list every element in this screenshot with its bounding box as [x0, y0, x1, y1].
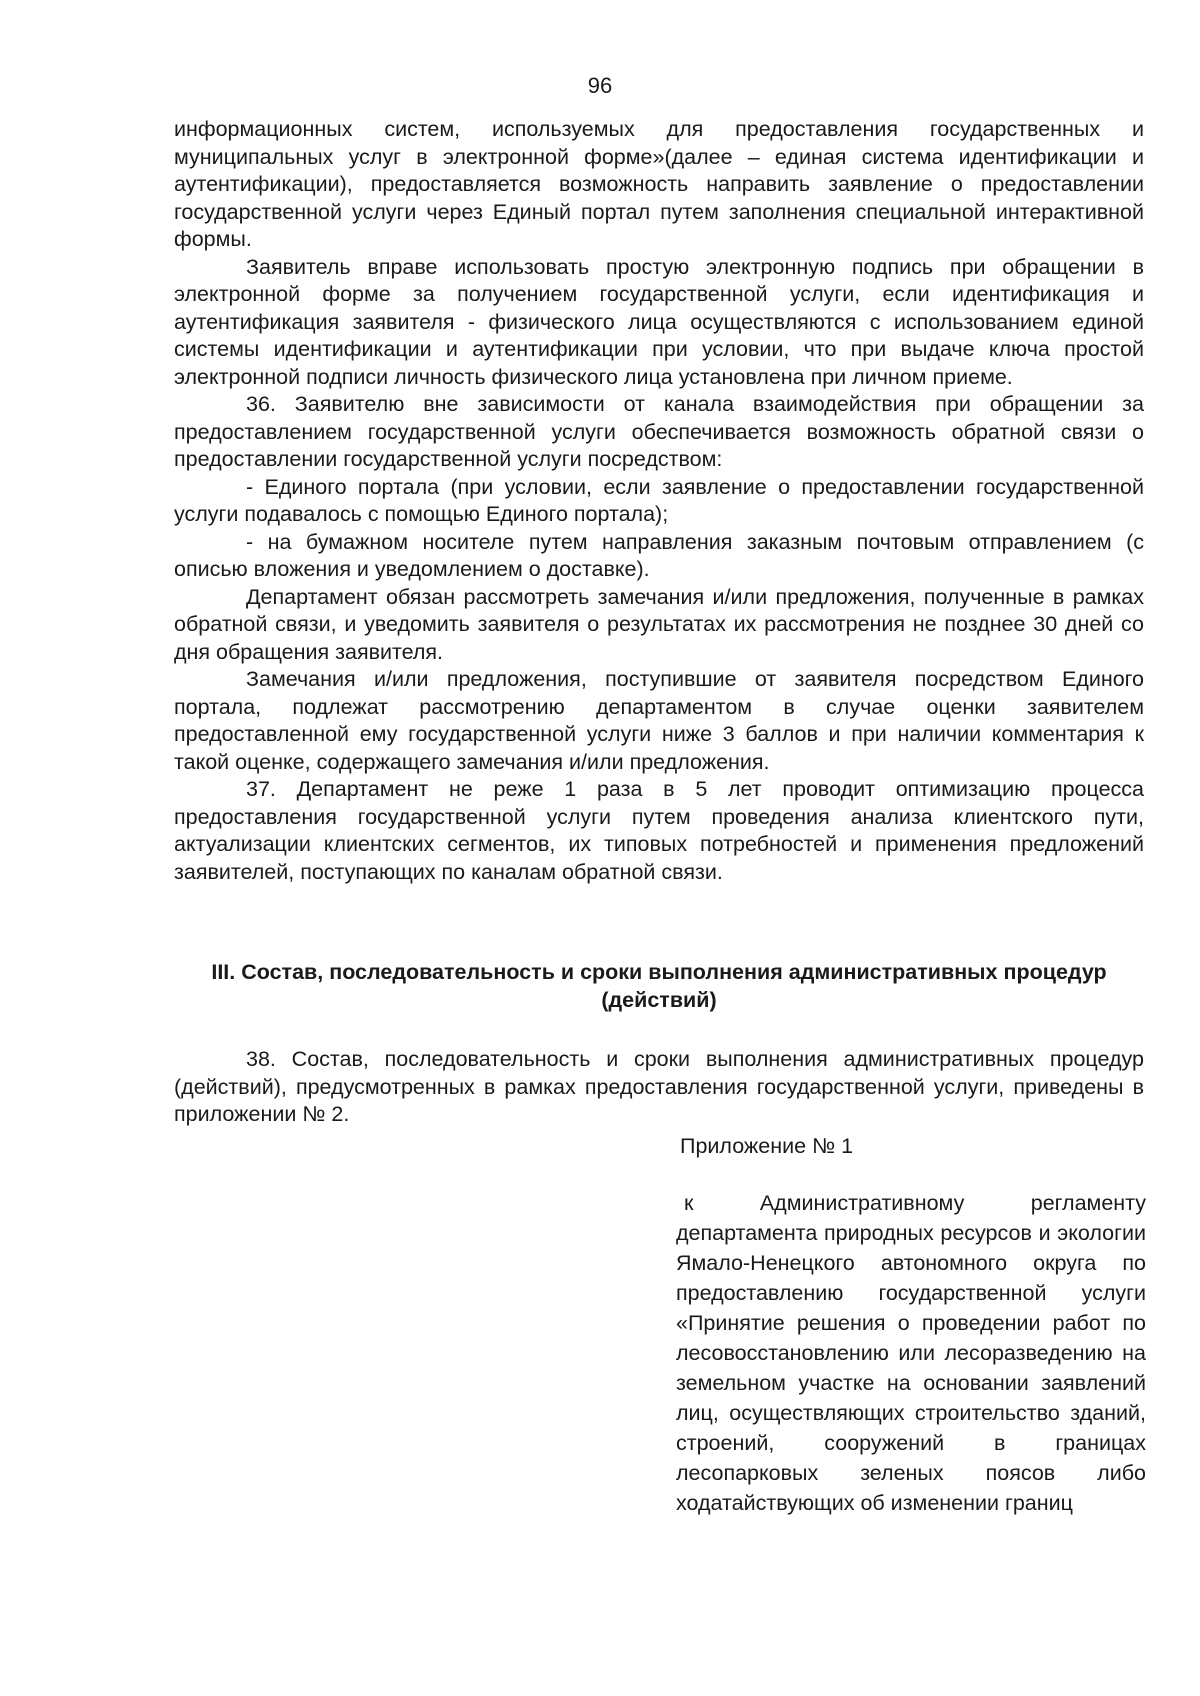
- list-item-paper: - на бумажном носителе путем направления заказным почтовым отправлением (с описью вложения и уведомлением о доставке).: [174, 529, 1144, 581]
- main-text: [174, 116, 1144, 886]
- paragraph-simple-signature: Заявитель вправе использовать простую электронную подпись при обращении в электронной форме за получением государственной услуги, если идентификация и аутентификация заявителя - физического лица осуществляются с использованием единой системы идентификации и аутентификации при условии, что при выдаче ключа простой электронной подписи личность физического лица установлена при личном приеме.: [174, 254, 1144, 389]
- paragraph-38: 38. Состав, последовательность и сроки выполнения административных процедур (действий), предусмотренных в рамках предоставления государственной услуги, приведены в приложении № 2.: [174, 1047, 1144, 1126]
- paragraph-37: 37. Департамент не реже 1 раза в 5 лет проводит оптимизацию процесса предоставления государственной услуги путем проведения анализа клиентского пути, актуализации клиентских сегментов, их типовых потребностей и применения предложений заявителей, поступающих по каналам обратной связи.: [174, 777, 1144, 884]
- paragraph-36: 36. Заявителю вне зависимости от канала взаимодействия при обращении за предоставлением государственной услуги обеспечивается возможность обратной связи о предоставлении государственной услуги посредством:: [174, 392, 1144, 471]
- section-title: III. Состав, последовательность и сроки выполнения административных процедур (действий): [211, 960, 1107, 1012]
- paragraph-department-obligation: Департамент обязан рассмотреть замечания и/или предложения, полученные в рамках обратной связи, и уведомить заявителя о результатах их рассмотрения не позднее 30 дней со дня обращения заявителя.: [174, 584, 1144, 664]
- appendix-text: к Административному регламенту департамента природных ресурсов и экологии Ямало-Ненецкого автономного округа по предоставлению государственной услуги «Принятие решения о проведении работ по лесовосстановлению или лесоразведению на земельном участке на основании заявлений лиц, осуществляющих строительство зданий, строений, сооружений в границах лесопарковых зеленых поясов либо ходатайствующих об изменении границ: [676, 1191, 1146, 1515]
- page-number: 96: [587, 73, 613, 98]
- paragraph-remarks: Замечания и/или предложения, поступившие от заявителя посредством Единого портала, подлежат рассмотрению департаментом в случае оценки заявителем предоставленной ему государственной услуги ниже 3 баллов и при наличии комментария к такой оценке, содержащего замечания и/или предложения.: [174, 667, 1144, 774]
- section-text: [174, 1046, 1144, 1129]
- list-item-portal: - Единого портала (при условии, если заявление о предоставлении государственной услуги подавалось с помощью Единого портала);: [174, 474, 1144, 526]
- appendix-text-block: [676, 1188, 1146, 1518]
- appendix-title: Приложение № 1: [680, 1134, 854, 1158]
- paragraph-continuation: информационных систем, используемых для предоставления государственных и муниципальных услуг в электронной форме»(далее – единая система идентификации и аутентификации), предоставляется возможность направить заявление о предоставлении государственной услуги через Единый портал путем заполнения специальной интерактивной формы.: [174, 117, 1144, 251]
